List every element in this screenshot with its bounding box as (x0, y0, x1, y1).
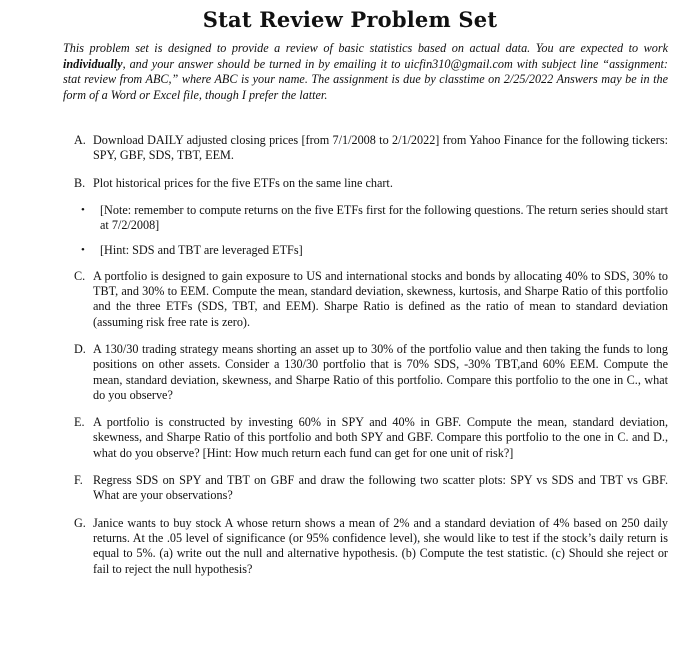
item-marker: E. (74, 415, 85, 430)
intro-text-1: This problem set is designed to provide a review of basic statistics based on actual data. You are expected to work (63, 41, 668, 55)
problem-item-e (74, 415, 668, 461)
problem-item-a (74, 133, 668, 164)
bullet-text: [Hint: SDS and TBT are leveraged ETFs] (100, 243, 303, 258)
problem-item-f (74, 473, 668, 504)
item-marker: A. (74, 133, 86, 147)
problem-item-g (74, 516, 668, 577)
intro-paragraph (63, 41, 668, 103)
intro-text-2: , and your answer should be turned in by emailing it to uicfin310@gmail.com with subject line “assignment: stat review from ABC,” where ABC is your name. The assignment is due by classtime on 2/25/2022 Answers may be in the form of a Word or Excel file, though I prefer the latter. (63, 56, 668, 102)
bullet-icon: • (81, 244, 85, 257)
item-text: Download DAILY adjusted closing prices [from 7/1/2008 to 2/1/2022] from Yahoo Finance for the following tickers: SPY, GBF, SDS, TBT, EEM. (93, 133, 668, 163)
problem-item-c (74, 269, 668, 330)
problem-list (74, 133, 668, 589)
item-text: A portfolio is constructed by investing 60% in SPY and 40% in GBF. Compute the mean, standard deviation, skewness, and Sharpe Ratio of this portfolio and both SPY and GBF. Compare this portfolio to the one in C. and D., what do you observe? [Hint: How much return each fund can get for one unit of risk?] (93, 415, 668, 460)
problem-item-b (74, 176, 668, 191)
bullet-text: [Note: remember to compute returns on the five ETFs first for the following questions. The return series should start at 7/2/2008] (100, 202, 668, 233)
problem-item-d (74, 342, 668, 403)
item-marker: C. (74, 268, 86, 283)
item-text: A 130/30 trading strategy means shorting an asset up to 30% of the portfolio value and then taking the funds to long positions on other assets. Consider a 130/30 portfolio that is 70% SDS, -30% TBT,and 60% EEM. Compute the mean, standard deviation, skewness, and Sharpe Ratio of this portfolio. Compare this portfolio to the one in C., what do you observe? (93, 341, 668, 402)
hint-bullet (74, 243, 668, 258)
item-text: A portfolio is designed to gain exposure to US and international stocks and bonds by allocating 40% to SDS, 30% to TBT, and 30% to EEM. Compute the mean, standard deviation, skewness, kurtosis, and Sharpe Ratio of this portfolio and the three ETFs (SDS, TBT, and EEM). Sharpe Ratio is defined as the ratio of mean to standard deviation (assuming risk free rate is zero). (93, 268, 668, 329)
item-marker: F. (74, 473, 83, 488)
item-marker: D. (74, 341, 86, 356)
item-marker: G. (74, 515, 86, 530)
item-marker: B. (74, 175, 86, 190)
item-text: Regress SDS on SPY and TBT on GBF and draw the following two scatter plots: SPY vs SDS and TBT vs GBF. What are your observations? (93, 473, 668, 503)
item-text: Plot historical prices for the five ETFs on the same line chart. (93, 175, 393, 190)
intro-bold: individually (63, 56, 123, 71)
item-text: Janice wants to buy stock A whose return shows a mean of 2% and a standard deviation of 4% based on 250 daily returns. At the .05 level of significance (or 95% confidence level), she would like to test if the stock’s daily return is equal to 5%. (a) write out the null and alternative hypothesis. (b) Compute the test statistic. (c) Should she reject or fail to reject the null hypothesis? (93, 515, 668, 576)
note-bullet (74, 203, 668, 234)
page-title: Stat Review Problem Set (202, 7, 498, 32)
bullet-icon: • (81, 203, 85, 216)
